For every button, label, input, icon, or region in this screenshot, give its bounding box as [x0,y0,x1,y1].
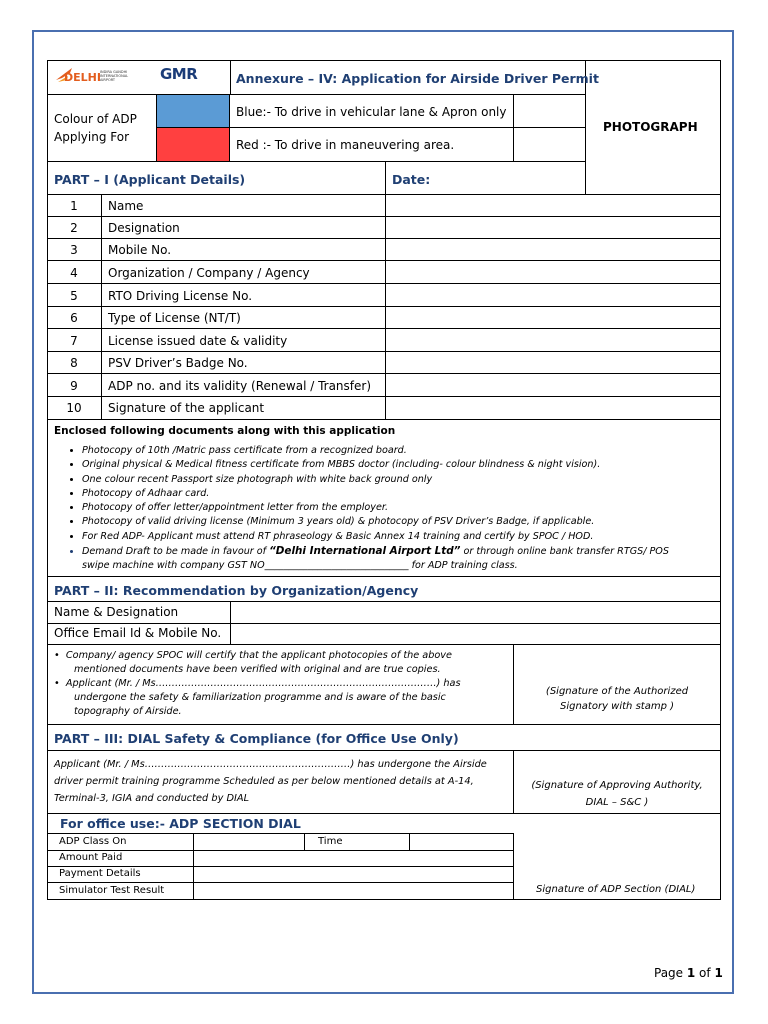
enclosed-list [56,444,722,574]
name-designation-label: Name & Designation [54,605,179,619]
p3-l3: Terminal-3, IGIA and conducted by DIAL [54,793,250,804]
doc-item: • Photocopy of valid driving license (Minimum 3 years old) & photocopy of PSV Driver’s Badge, if applicable. [82,515,722,529]
time-label: Time [318,836,343,847]
row-number: 9 [70,379,78,393]
dd-line2: swipe machine with company GST NO______________________________ for ADP training class. [82,560,518,572]
auth-sig-l1: (Signature of the Authorized [545,686,689,697]
cert-b2-l2: undergone the safety & familiarization programme and is aware of the basic [74,692,446,703]
row-label: Name [108,199,144,213]
p3-l2: driver permit training programme Scheduled as per below mentioned details at A-14, [54,776,474,787]
page-of: of [695,966,715,980]
cert-b2-l1: Applicant (Mr. / Ms……………………………………………………………………………) has [65,678,461,689]
blue-swatch [157,95,230,128]
red-swatch [157,128,230,161]
appr-sig-l1: (Signature of Approving Authority, [531,780,703,791]
office-email-label: Office Email Id & Mobile No. [54,626,222,640]
row-label: License issued date & validity [108,334,288,348]
blue-check-cell[interactable] [513,94,586,162]
cert-b1-l2: mentioned documents have been verified with original and are true copies. [74,664,441,675]
photograph-label: PHOTOGRAPH [603,120,698,134]
row-label: Signature of the applicant [108,401,265,415]
logo-gmr-text: GMR [160,65,198,83]
applicant-row-6 [47,307,721,329]
applicant-row-10 [47,397,721,420]
appr-sig-l2: DIAL – S&C ) [585,797,649,808]
colour-bottom-line [47,161,586,162]
date-label: Date: [392,172,431,187]
applicant-row-1 [47,195,721,217]
red-text: Red :- To drive in maneuvering area. [236,138,455,152]
part3-line [47,750,721,751]
date-divider [385,161,386,195]
page-total: 1 [714,966,723,980]
dd-bold: “Delhi International Airport Ltd” [269,545,461,558]
logo-delhi-text: DELHI [64,71,101,84]
applicant-row-5 [47,285,721,307]
enclosed-title: Enclosed following documents along with this application [54,425,396,437]
logo-tagline: INDIRA GANDHI INTERNATIONAL AIRPORT [100,70,129,82]
colour-label-line2: Applying For [54,130,129,144]
simulator-result-label: Simulator Test Result [59,885,165,896]
row-number: 7 [70,334,78,348]
form-title: Annexure – IV: Application for Airside Driver Permit [236,71,599,86]
doc-item: • For Red ADP- Applicant must attend RT phraseology & Basic Annex 14 training and certify by SPOC / HOD. [82,530,722,544]
office-col-3 [409,833,410,850]
row-label: ADP no. and its validity (Renewal / Transfer) [108,379,372,393]
blue-text: Blue:- To drive in vehicular lane & Apron only [236,105,507,119]
office-line-1 [47,833,514,834]
row-number: 5 [70,289,78,303]
payment-details-label: Payment Details [59,868,141,879]
page-number [654,966,723,981]
row-number: 10 [66,401,82,415]
part2-line-3 [47,644,721,645]
applicant-row-3 [47,239,721,261]
row-label: Type of License (NT/T) [108,311,241,325]
doc-item: • Original physical & Medical fitness certificate from MBBS doctor (including- colour blindness & night vision). [82,458,722,472]
row-number: 2 [70,221,78,235]
row-number: 4 [70,266,78,280]
applicant-row-7 [47,330,721,352]
p3-l1: Applicant (Mr. / Ms………………………………………………………) has undergone the Airside [54,759,487,770]
row-label: Organization / Company / Agency [108,266,310,280]
office-col-2 [304,833,305,850]
row-number: 8 [70,356,78,370]
dial-logo [54,64,200,90]
office-use-title: For office use:- ADP SECTION DIAL [60,816,301,831]
office-email-field[interactable] [231,624,720,644]
page-current: 1 [686,966,696,980]
cert-b1-l1: Company/ agency SPOC will certify that the applicant photocopies of the above [65,650,452,661]
doc-item: • One colour recent Passport size photograph with white back ground only [82,473,722,487]
auth-sig-l2: Signatory with stamp ) [559,701,674,712]
doc-item: • Photocopy of offer letter/appointment letter from the employer. [82,501,722,515]
row-number: 1 [70,199,78,213]
office-col-1 [193,833,194,900]
amount-paid-label: Amount Paid [59,852,123,863]
applicant-row-9 [47,375,721,397]
row-label: PSV Driver’s Badge No. [108,356,248,370]
applicant-row-8 [47,352,721,374]
dd-pre: Demand Draft to be made in favour of [82,546,270,558]
spoc-certification: • Company/ agency SPOC will certify that the applicant photocopies of the above mentioned documents have been verified with original and are true copies. • Applicant (Mr. / Ms……………………………………………………………………………) has undergone the safety & familiarization programme and is aware of the basic topography of Airside. [54,649,509,719]
part1-title: PART – I (Applicant Details) [54,172,246,187]
approving-authority [514,777,720,811]
row-label: Designation [108,221,180,235]
office-line-4 [47,882,514,883]
doc-item: • Photocopy of Adhaar card. [82,487,722,501]
dd-post: or through online bank transfer RTGS/ POS [460,546,669,558]
adp-section-signature: Signature of ADP Section (DIAL) [536,884,696,895]
part2-title: PART – II: Recommendation by Organization/Agency [54,583,419,598]
cert-b2-l3: topography of Airside. [74,706,182,717]
part3-title: PART – III: DIAL Safety & Compliance (for Office Use Only) [54,731,459,746]
dial-compliance-text [54,756,512,807]
row-number: 3 [70,243,78,257]
doc-item-dd [82,544,722,574]
applicant-row-2 [47,217,721,239]
adp-class-label: ADP Class On [59,836,127,847]
office-col-4 [513,833,514,900]
colour-label-cell [47,94,157,162]
applicant-row-4 [47,262,721,284]
colour-label-line1: Colour of ADP [54,112,137,126]
doc-item: • Photocopy of 10th /Matric pass certificate from a recognized board. [82,444,722,458]
name-designation-field[interactable] [231,602,720,623]
row-number: 6 [70,311,78,325]
authorized-signatory [514,684,720,714]
row-label: RTO Driving License No. [108,289,253,303]
row-label: Mobile No. [108,243,172,257]
page-pre: Page [654,966,687,980]
